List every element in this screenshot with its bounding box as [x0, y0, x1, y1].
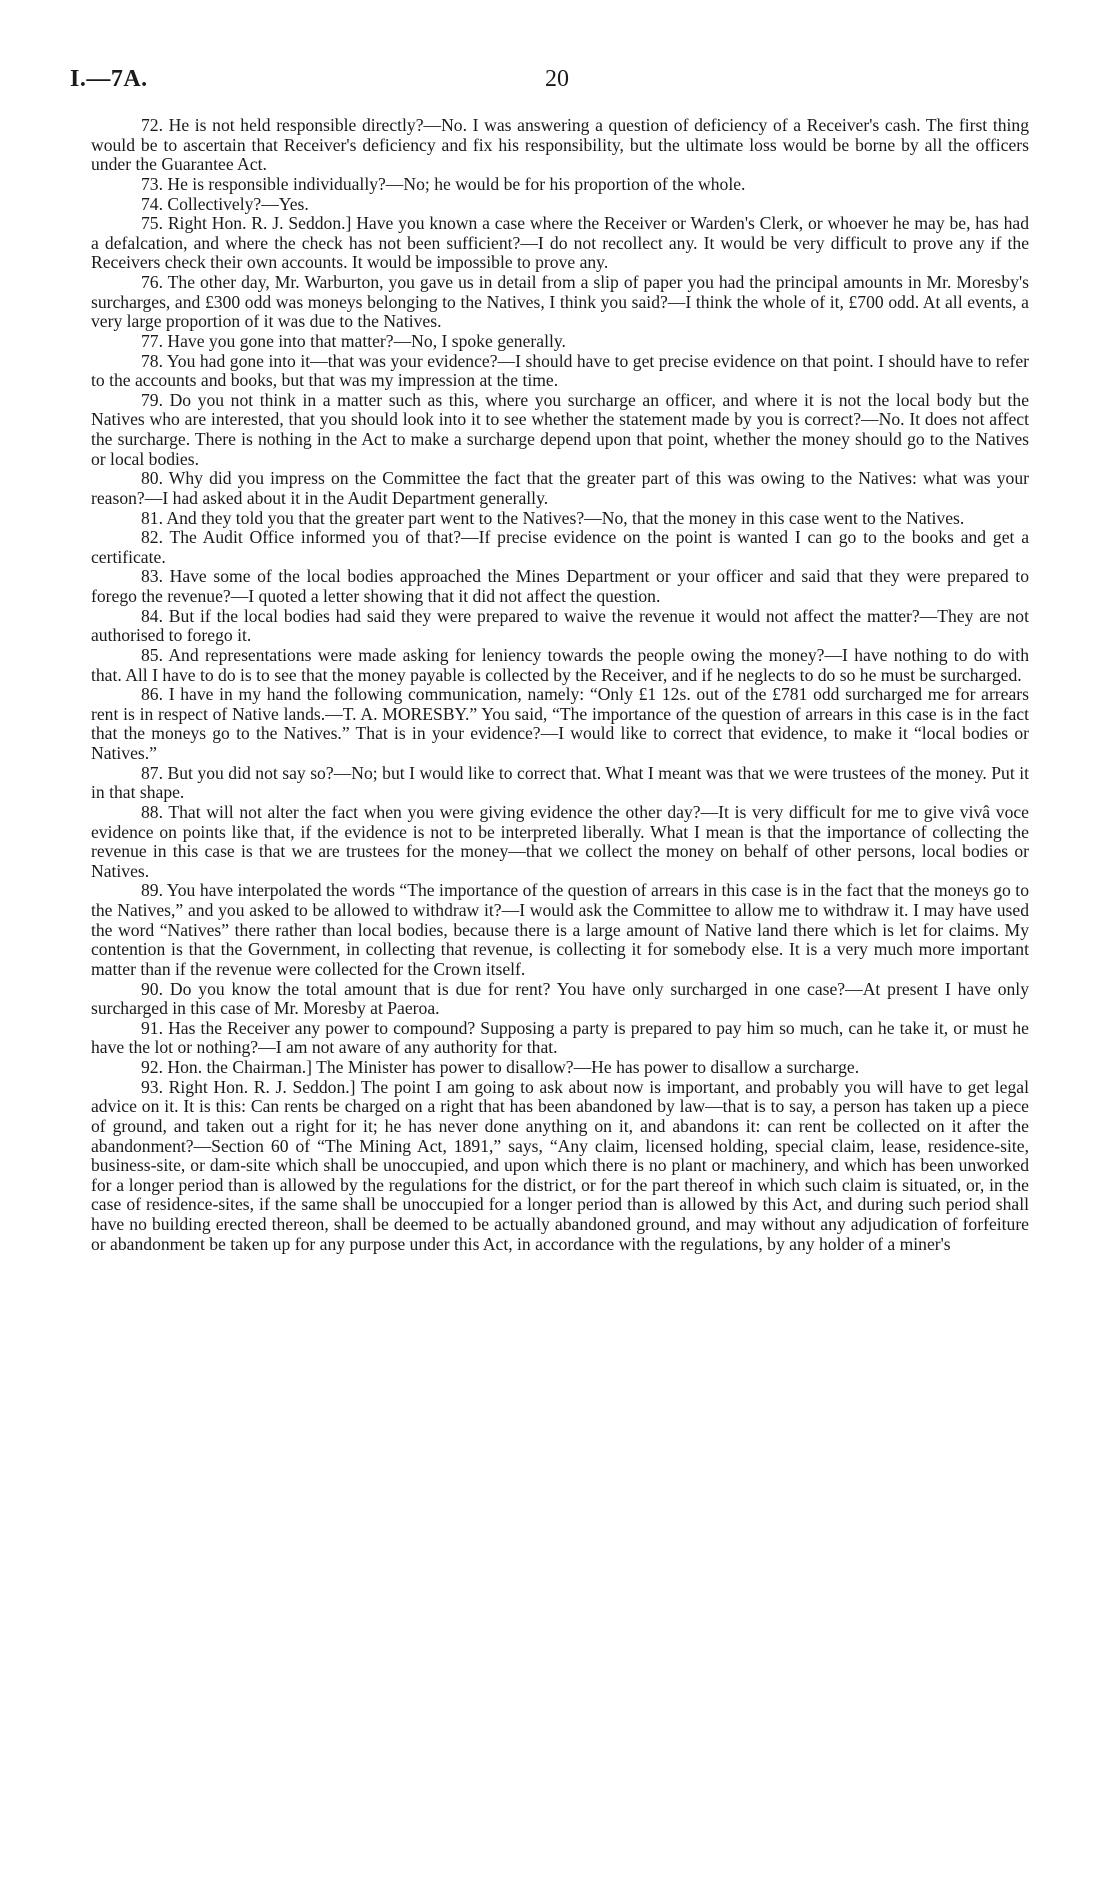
paragraph-q72: 72. He is not held responsible directly?—No. I was answering a question of deficiency of a Receiver's cash. The first thing would be to ascertain that Receiver's deficiency and fix his responsibility, but the ultimate loss would be borne by all the officers under the Guarantee Act.: [91, 115, 1029, 175]
paragraph-q89: 89. You have interpolated the words “The importance of the question of arrears in this case is in the fact that the moneys go to the Natives,” and you asked to be allowed to withdraw it?—I would ask the Committee to allow me to withdraw it. I may have used the word “Natives” there rather than local bodies, because there is a large amount of Native land there which is let for claims. My contention is that the Government, in collecting that revenue, is collecting it for somebody else. It is a very much more important matter than if the revenue were collected for the Crown itself.: [91, 880, 1029, 979]
paragraph-q73: 73. He is responsible individually?—No; he would be for his proportion of the whole.: [141, 173, 746, 194]
paragraph-q85: 85. And representations were made asking for leniency towards the people owing the money?—I have nothing to do with that. All I have to do is to see that the money payable is collected by the Receiver, and if he neglects to do so he must be surcharged.: [91, 644, 1029, 685]
paragraph-q75: 75. Right Hon. R. J. Seddon.] Have you known a case where the Receiver or Warden's Clerk, or whoever he may be, has had a defalcation, and where the check has not been sufficient?—I do not recollect any. It would be very difficult to prove any if the Receivers check their own accounts. It would be impossible to prove any.: [91, 213, 1029, 273]
page-number: 20: [545, 66, 569, 92]
paragraph-q93: 93. Right Hon. R. J. Seddon.] The point I am going to ask about now is important, and probably you will have to get legal advice on it. It is this: Can rents be charged on a right that has been abandoned by law—that is to say, a person has taken up a piece of ground, and taken out a right for it; he has never done anything on it, and abandons it: can rent be collected on it after the abandonment?—Section 60 of “The Mining Act, 1891,” says, “Any claim, licensed holding, special claim, lease, residence-site, business-site, or dam-site which shall be unoccupied, and upon which there is no plant or machinery, and which has been unworked for a longer period than is allowed by the regulations for the district, or for the part thereof in which such claim is situated, or, in the case of residence-sites, if the same shall be unoccupied for a longer period than is allowed by this Act, and during such period shall have no building erected thereon, shall be deemed to be actually abandoned ground, and may without any adjudication of forfeiture or abandonment be taken up for any purpose under this Act, in accordance with the regulations, by any holder of a miner's: [91, 1076, 1029, 1254]
paragraph-q84: 84. But if the local bodies had said they were prepared to waive the revenue it would not affect the matter?—They are not authorised to forego it.: [91, 605, 1029, 646]
paragraph-q86: 86. I have in my hand the following communication, namely: “Only £1 12s. out of the £781 odd surcharged me for arrears rent is in respect of Native lands.—T. A. MORESBY.” You said, “The importance of the question of arrears in this case is in the fact that the moneys go to the Natives.” That is in your evidence?—I would like to correct that evidence, to make it “local bodies or Natives.”: [91, 684, 1029, 763]
paragraph-q87: 87. But you did not say so?—No; but I would like to correct that. What I meant was that we were trustees of the money. Put it in that shape.: [91, 762, 1029, 803]
paragraph-q77: 77. Have you gone into that matter?—No, I spoke generally.: [141, 330, 566, 351]
paragraph-q91: 91. Has the Receiver any power to compound? Supposing a party is prepared to pay him so much, can he take it, or must he have the lot or nothing?—I am not aware of any authority for that.: [91, 1017, 1029, 1058]
paragraph-q92: 92. Hon. the Chairman.] The Minister has power to disallow?—He has power to disallow a surcharge.: [141, 1057, 860, 1077]
document-body: [91, 116, 1029, 1254]
paragraph-q88: 88. That will not alter the fact when you were giving evidence the other day?—It is very difficult for me to give vivâ voce evidence on points like that, if the evidence is not to be interpreted liberally. What I mean is that the importance of collecting the revenue in this case is that we are trustees for the money—that we collect the money on behalf of other persons, local bodies or Natives.: [91, 801, 1029, 881]
paragraph-q74: 74. Collectively?—Yes.: [141, 193, 309, 214]
paragraph-q83: 83. Have some of the local bodies approached the Mines Department or your officer and said that they were prepared to forego the revenue?—I quoted a letter showing that it did not affect the question.: [91, 566, 1029, 606]
paragraph-q80: 80. Why did you impress on the Committee the fact that the greater part of this was owing to the Natives: what was your reason?—I had asked about it in the Audit Department generally.: [91, 468, 1029, 508]
paragraph-q79: 79. Do you not think in a matter such as this, where you surcharge an officer, and where it is not the local body but the Natives who are interested, that you should look into it to see whether the statement made by you is correct?—No. It does not affect the surcharge. There is nothing in the Act to make a surcharge depend upon that point, whether the money should go to the Natives or local bodies.: [91, 389, 1029, 469]
paragraph-q78: 78. You had gone into it—that was your evidence?—I should have to get precise evidence on that point. I should have to refer to the accounts and books, but that was my impression at the time.: [91, 350, 1029, 391]
document-reference: I.—7A.: [70, 66, 148, 92]
paragraph-q76: 76. The other day, Mr. Warburton, you gave us in detail from a slip of paper you had the principal amounts in Mr. Moresby's surcharges, and £300 odd was moneys belonging to the Natives, I think you said?—I think the whole of it, £700 odd. At all events, a very large proportion of it was due to the Natives.: [91, 272, 1029, 332]
paragraph-q81: 81. And they told you that the greater part went to the Natives?—No, that the money in this case went to the Natives.: [141, 507, 965, 528]
paragraph-q82: 82. The Audit Office informed you of that?—If precise evidence on the point is wanted I can go to the books and get a certificate.: [91, 527, 1029, 567]
paragraph-q90: 90. Do you know the total amount that is due for rent? You have only surcharged in one case?—At present I have only surcharged in this case of Mr. Moresby at Paeroa.: [91, 978, 1029, 1019]
